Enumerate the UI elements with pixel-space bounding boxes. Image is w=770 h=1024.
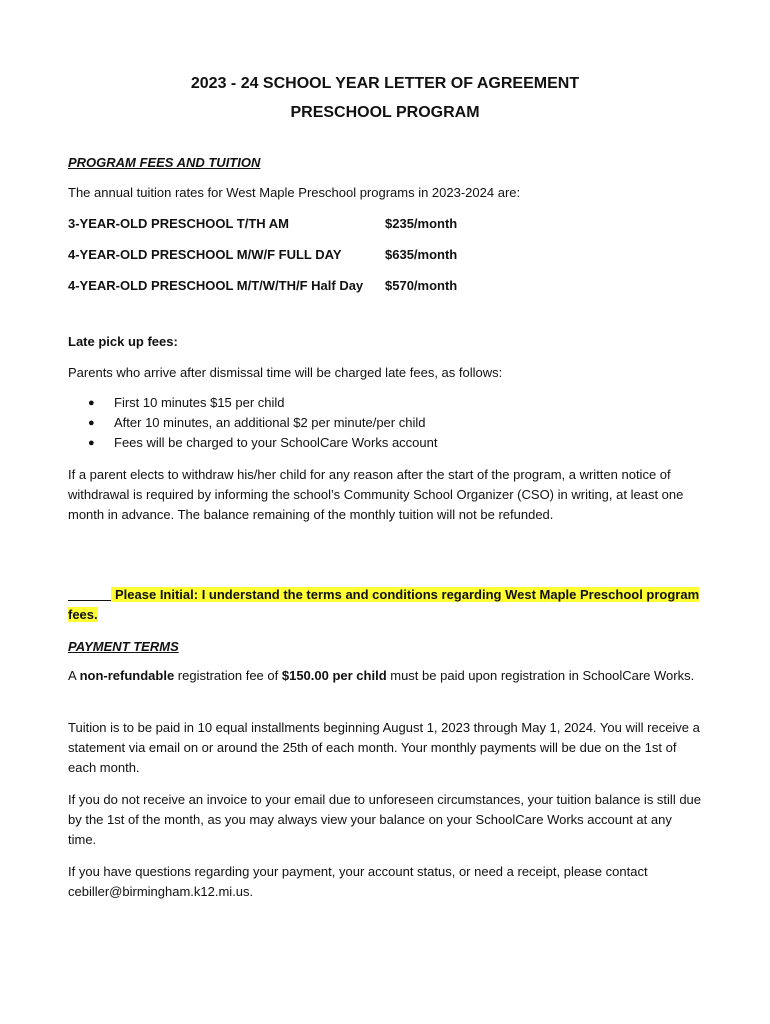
document-title: 2023 - 24 SCHOOL YEAR LETTER OF AGREEMENT xyxy=(190,75,580,92)
tuition-program: 4-YEAR-OLD PRESCHOOL M/T/W/TH/F Half Day xyxy=(68,278,364,293)
fees-heading: PROGRAM FEES AND TUITION xyxy=(68,155,261,170)
list-item: ● Fees will be charged to your SchoolCare Works account xyxy=(68,433,688,453)
initial-statement: Please Initial: I understand the terms and conditions regarding West Maple Preschool program fees. xyxy=(68,587,700,622)
payment-heading: PAYMENT TERMS xyxy=(68,639,179,654)
tuition-program: 3-YEAR-OLD PRESCHOOL T/TH AM xyxy=(68,216,290,231)
invoice-paragraph: If you do not receive an invoice to your email due to unforeseen circumstances, your tuition balance is still due by the 1st of the month, as you may always view your balance on your SchoolCare Works account at any time. xyxy=(68,792,702,847)
list-item: ● After 10 minutes, an additional $2 per minute/per child xyxy=(68,413,688,433)
tuition-row xyxy=(68,245,458,265)
tuition-price: $235/month xyxy=(385,216,458,231)
tuition-row xyxy=(68,276,458,296)
text-bold: $150.00 per child xyxy=(281,668,387,683)
late-fees-list xyxy=(68,393,688,453)
registration-paragraph xyxy=(68,666,702,686)
initial-blank-line[interactable]: ______ xyxy=(68,587,112,602)
list-item: ● First 10 minutes $15 per child xyxy=(68,393,688,413)
tuition-price: $570/month xyxy=(385,278,458,293)
late-fees-intro: Parents who arrive after dismissal time will be charged late fees, as follows: xyxy=(68,365,503,380)
contact-paragraph: If you have questions regarding your payment, your account status, or need a receipt, please contact cebiller@birmingham.k12.mi.us. xyxy=(68,864,648,899)
withdrawal-paragraph: If a parent elects to withdraw his/her child for any reason after the start of the program, a written notice of withdrawal is required by informing the school’s Community School Organizer (CSO) in writing, at least one month in advance. The balance remaining of the monthly tuition will not be refunded. xyxy=(68,467,684,522)
tuition-paragraph: Tuition is to be paid in 10 equal installments beginning August 1, 2023 through May 1, 2024. You will receive a statement via email on or around the 25th of each month. Your monthly payments will be due on the 1st of each month. xyxy=(68,720,700,775)
tuition-price: $635/month xyxy=(385,247,458,262)
tuition-row xyxy=(68,214,458,234)
fees-intro: The annual tuition rates for West Maple Preschool programs in 2023-2024 are: xyxy=(68,185,521,200)
initial-acknowledgement xyxy=(68,585,702,625)
text: must be paid upon registration in SchoolCare Works. xyxy=(386,668,695,683)
text: registration fee of xyxy=(174,668,282,683)
late-fees-heading: Late pick up fees: xyxy=(68,334,178,349)
text: A xyxy=(68,668,80,683)
document-subtitle: PRESCHOOL PROGRAM xyxy=(290,104,480,121)
text-bold: non-refundable xyxy=(79,668,175,683)
tuition-program: 4-YEAR-OLD PRESCHOOL M/W/F FULL DAY xyxy=(68,247,342,262)
